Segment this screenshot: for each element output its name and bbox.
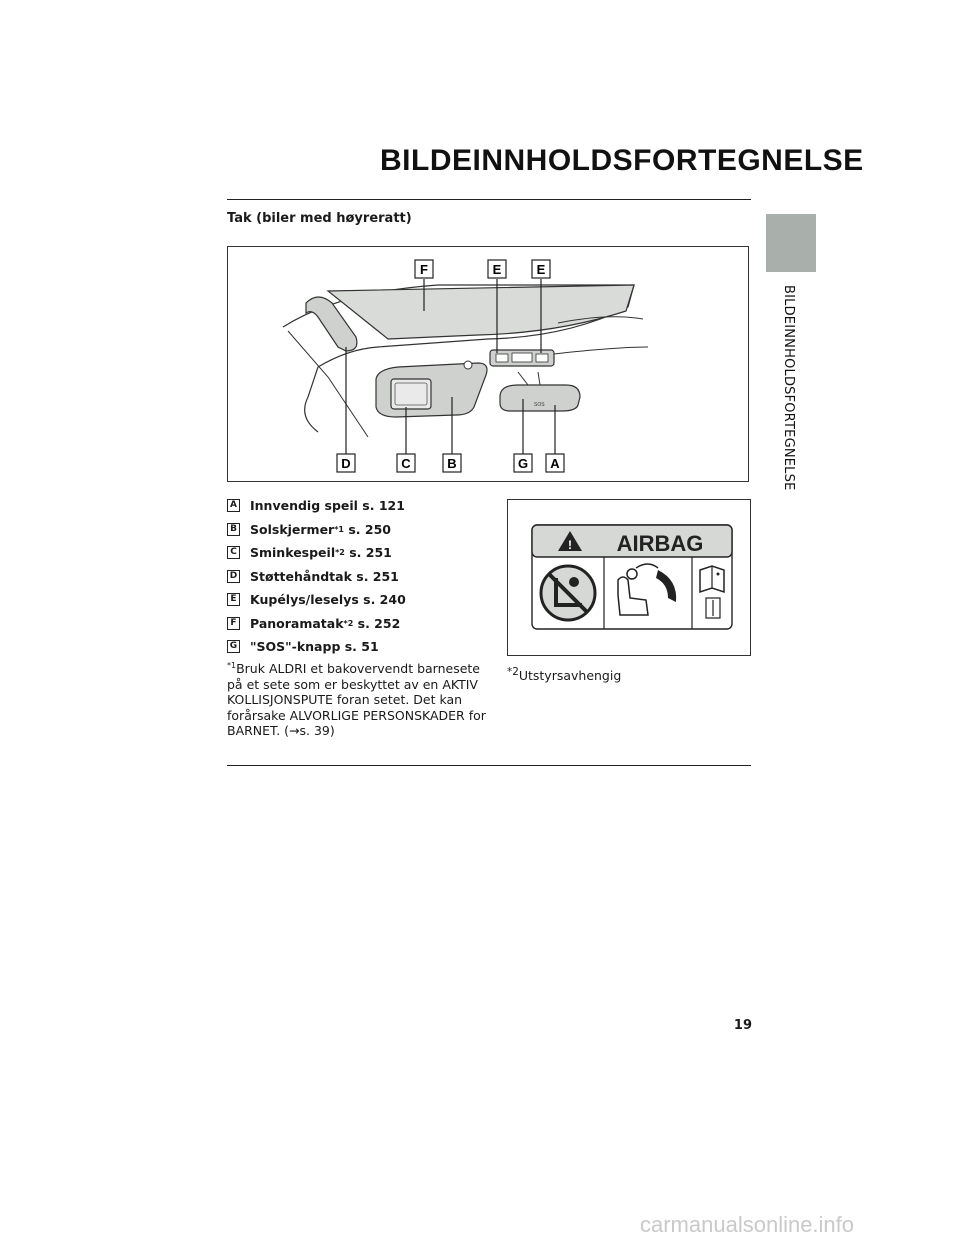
legend-item-d[interactable] bbox=[227, 565, 487, 589]
sos-button-text: SOS bbox=[534, 402, 545, 408]
legend-label-d: Støttehåndtak s. 251 bbox=[250, 568, 399, 584]
airbag-title: AIRBAG bbox=[616, 531, 704, 556]
callout-e1: E bbox=[492, 262, 502, 277]
legend-key-a: A bbox=[227, 499, 240, 512]
section-title: Tak (biler med høyreratt) bbox=[227, 211, 412, 226]
callout-legend bbox=[227, 494, 487, 659]
roof-illustration bbox=[228, 247, 748, 481]
legend-page-c: s. 251 bbox=[344, 545, 392, 561]
legend-key-c: C bbox=[227, 546, 240, 559]
warning-symbol: ! bbox=[568, 538, 572, 552]
page-title: BILDEINNHOLDSFORTEGNELSE bbox=[380, 144, 864, 177]
legend-item-f[interactable] bbox=[227, 612, 487, 636]
footnote-mark-1: *1 bbox=[227, 661, 237, 670]
legend-label-c: Sminkespeil bbox=[250, 545, 336, 561]
legend-label-e: Kupélys/leselys s. 240 bbox=[250, 592, 406, 608]
legend-label-b: Solskjermer bbox=[250, 521, 335, 537]
legend-key-d: D bbox=[227, 570, 240, 583]
chapter-tab[interactable] bbox=[766, 214, 816, 272]
airbag-warning-figure bbox=[507, 499, 751, 656]
callout-e2: E bbox=[536, 262, 546, 277]
legend-sup-b: *1 bbox=[334, 524, 344, 534]
roof-diagram bbox=[227, 246, 749, 482]
legend-item-c[interactable] bbox=[227, 541, 487, 565]
callout-d: D bbox=[341, 456, 351, 471]
legend-sup-f: *2 bbox=[343, 618, 354, 628]
legend-page-b: s. 250 bbox=[343, 521, 391, 537]
callout-f: F bbox=[420, 262, 428, 277]
legend-page-f: s. 252 bbox=[353, 615, 401, 631]
legend-key-f: F bbox=[227, 617, 240, 630]
footnote-text-2: Utstyrsavhengig bbox=[518, 668, 622, 684]
header-rule bbox=[227, 199, 751, 200]
footnote-mark-2: *2 bbox=[507, 666, 519, 678]
legend-label-a: Innvendig speil s. 121 bbox=[250, 498, 405, 514]
footnote-equipment bbox=[507, 666, 621, 683]
panoramic-roof bbox=[328, 285, 634, 339]
watermark: carmanualsonline.info bbox=[640, 1212, 855, 1237]
legend-key-g: G bbox=[227, 640, 240, 653]
airbag-label-illustration bbox=[508, 500, 750, 655]
chapter-tab-label-box bbox=[772, 285, 806, 491]
page-number: 19 bbox=[733, 1018, 752, 1033]
footer-rule bbox=[227, 765, 751, 766]
callout-g: G bbox=[517, 456, 529, 471]
legend-label-f: Panoramatak bbox=[250, 615, 344, 631]
legend-item-b[interactable] bbox=[227, 518, 487, 542]
legend-label-g: "SOS"-knapp s. 51 bbox=[250, 639, 379, 655]
vanity-mirror bbox=[391, 379, 431, 409]
callout-b: B bbox=[447, 456, 457, 471]
legend-item-e[interactable] bbox=[227, 588, 487, 612]
footnote-rear-facing-seat bbox=[227, 658, 487, 739]
no-rear-facing-seat-icon bbox=[541, 566, 595, 620]
legend-key-b: B bbox=[227, 523, 240, 536]
legend-item-a[interactable] bbox=[227, 494, 487, 518]
chapter-tab-label: BILDEINNHOLDSFORTEGNELSE bbox=[781, 285, 796, 491]
legend-sup-c: *2 bbox=[335, 548, 345, 558]
footnote-text-1: Bruk ALDRI et bakovervendt barnesete på et sete som er beskyttet av en AKTIV KOLLISJONSPUTE foran setet. Det kan forårsake ALVORLIGE PERSONSKADER for BARNET. (→s. 39) bbox=[227, 661, 486, 739]
callout-a: A bbox=[550, 456, 560, 471]
legend-key-e: E bbox=[227, 593, 240, 606]
callout-c: C bbox=[401, 456, 411, 471]
legend-item-g[interactable] bbox=[227, 635, 487, 659]
